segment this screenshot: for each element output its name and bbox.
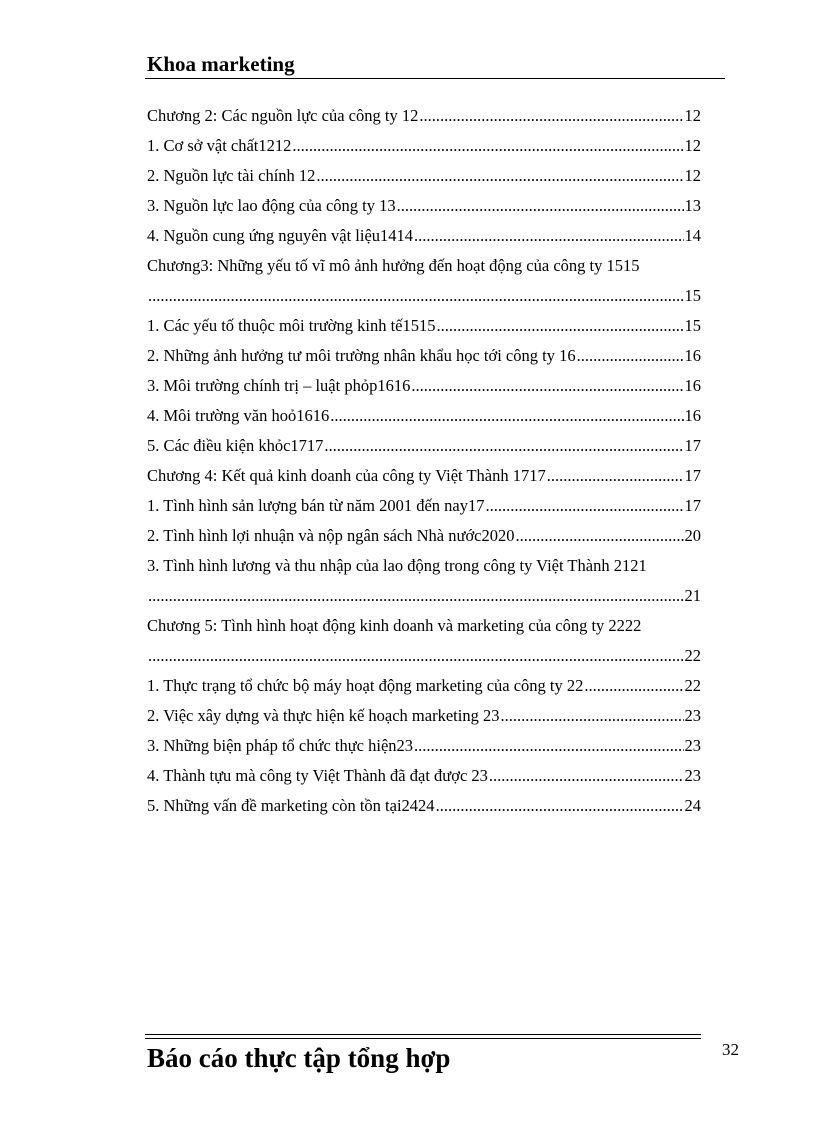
toc-entry	[147, 731, 701, 761]
toc-entry-text: Chương 4: Kết quả kinh doanh của công ty Việt Thành 1717	[147, 466, 546, 485]
toc-entry-page: 21	[684, 586, 701, 605]
dot-leader	[324, 431, 683, 461]
toc-entry	[147, 161, 701, 191]
dot-leader	[414, 221, 683, 251]
dot-leader	[584, 671, 683, 701]
toc-entry	[147, 551, 701, 581]
toc-entry	[147, 311, 701, 341]
table-of-contents	[147, 101, 701, 821]
toc-entry-page: 24	[684, 796, 701, 815]
toc-entry-page: 16	[684, 406, 701, 425]
dot-leader	[436, 791, 684, 821]
dot-leader	[330, 401, 683, 431]
toc-entry	[147, 701, 701, 731]
dot-leader	[414, 731, 683, 761]
toc-entry-text: 3. Môi trường chính trị – luật phỏp1616	[147, 376, 411, 395]
toc-entry	[147, 131, 701, 161]
toc-entry-page: 22	[684, 676, 701, 695]
footer-rule	[145, 1034, 701, 1035]
toc-entry	[147, 641, 701, 671]
toc-entry-text: 1. Tình hình sản lượng bán từ năm 2001 đến nay17	[147, 496, 485, 515]
toc-entry-page: 15	[684, 286, 701, 305]
toc-entry	[147, 761, 701, 791]
toc-entry	[147, 341, 701, 371]
footer-title: Báo cáo thực tập tổng hợp	[147, 1043, 451, 1073]
header-title: Khoa marketing	[147, 52, 295, 76]
page-number: 32	[722, 1040, 739, 1059]
toc-entry-text: 5. Các điều kiện khỏc1717	[147, 436, 324, 455]
toc-entry-page: 15	[684, 316, 701, 335]
dot-leader	[411, 371, 683, 401]
dot-leader	[489, 761, 684, 791]
dot-leader	[419, 101, 683, 131]
toc-entry	[147, 611, 701, 641]
toc-entry	[147, 491, 701, 521]
toc-entry-text: 1. Thực trạng tổ chức bộ máy hoạt động marketing của công ty 22	[147, 676, 584, 695]
toc-entry-page: 23	[684, 766, 701, 785]
toc-entry-page: 23	[684, 736, 701, 755]
toc-entry-page: 17	[684, 496, 701, 515]
toc-entry	[147, 251, 701, 281]
footer-rule-double	[145, 1038, 701, 1039]
toc-entry-text: Chương3: Những yếu tố vĩ mô ảnh hưởng đến hoạt động của công ty 1515	[147, 256, 640, 275]
toc-entry-text: 4. Thành tựu mà công ty Việt Thành đã đạt được 23	[147, 766, 488, 785]
toc-entry-page: 12	[684, 166, 701, 185]
toc-entry	[147, 791, 701, 821]
toc-entry-page: 12	[684, 136, 701, 155]
dot-leader	[577, 341, 684, 371]
toc-entry-page: 13	[684, 196, 701, 215]
toc-entry-text: Chương 5: Tình hình hoạt động kinh doanh và marketing của công ty 2222	[147, 616, 642, 635]
toc-entry	[147, 401, 701, 431]
toc-entry	[147, 101, 701, 131]
toc-entry-page: 23	[684, 706, 701, 725]
dot-leader	[485, 491, 683, 521]
dot-leader	[148, 581, 684, 611]
toc-entry	[147, 581, 701, 611]
dot-leader	[437, 311, 684, 341]
dot-leader	[292, 131, 683, 161]
toc-entry-text: 2. Việc xây dựng và thực hiện kế hoạch marketing 23	[147, 706, 500, 725]
toc-entry-text: 4. Nguồn cung ứng nguyên vật liệu1414	[147, 226, 414, 245]
toc-entry-page: 12	[684, 106, 701, 125]
dot-leader	[148, 281, 684, 311]
toc-entry-page: 17	[684, 466, 701, 485]
toc-entry-text: 3. Tình hình lương và thu nhập của lao động trong công ty Việt Thành 2121	[147, 556, 647, 575]
toc-entry	[147, 431, 701, 461]
toc-entry	[147, 281, 701, 311]
dot-leader	[148, 641, 684, 671]
dot-leader	[547, 461, 684, 491]
toc-entry-text: 5. Những vấn đề marketing còn tồn tại2424	[147, 796, 435, 815]
toc-entry-page: 17	[684, 436, 701, 455]
toc-entry-text: 1. Cơ sở vật chất1212	[147, 136, 292, 155]
header-rule	[145, 78, 725, 79]
dot-leader	[516, 521, 684, 551]
toc-entry	[147, 521, 701, 551]
dot-leader	[500, 701, 683, 731]
toc-entry-page: 20	[684, 526, 701, 545]
dot-leader	[397, 191, 684, 221]
toc-entry-text: 2. Những ảnh hưởng tư môi trường nhân khẩu học tới công ty 16	[147, 346, 576, 365]
toc-entry-page: 16	[684, 346, 701, 365]
toc-entry	[147, 461, 701, 491]
toc-entry-text: 2. Nguồn lực tài chính 12	[147, 166, 316, 185]
toc-entry-page: 14	[684, 226, 701, 245]
dot-leader	[316, 161, 683, 191]
toc-entry-page: 22	[684, 646, 701, 665]
toc-entry-text: 4. Môi trường văn hoỏ1616	[147, 406, 330, 425]
toc-entry	[147, 221, 701, 251]
toc-entry-text: 3. Những biện pháp tổ chức thực hiện23	[147, 736, 414, 755]
toc-entry	[147, 671, 701, 701]
toc-entry-text: 1. Các yếu tố thuộc môi trường kinh tế1515	[147, 316, 436, 335]
toc-entry-text: Chương 2: Các nguồn lực của công ty 12	[147, 106, 419, 125]
toc-entry-page: 16	[684, 376, 701, 395]
toc-entry	[147, 371, 701, 401]
toc-entry-text: 2. Tình hình lợi nhuận và nộp ngân sách Nhà nước2020	[147, 526, 515, 545]
toc-entry	[147, 191, 701, 221]
toc-entry-text: 3. Nguồn lực lao động của công ty 13	[147, 196, 396, 215]
